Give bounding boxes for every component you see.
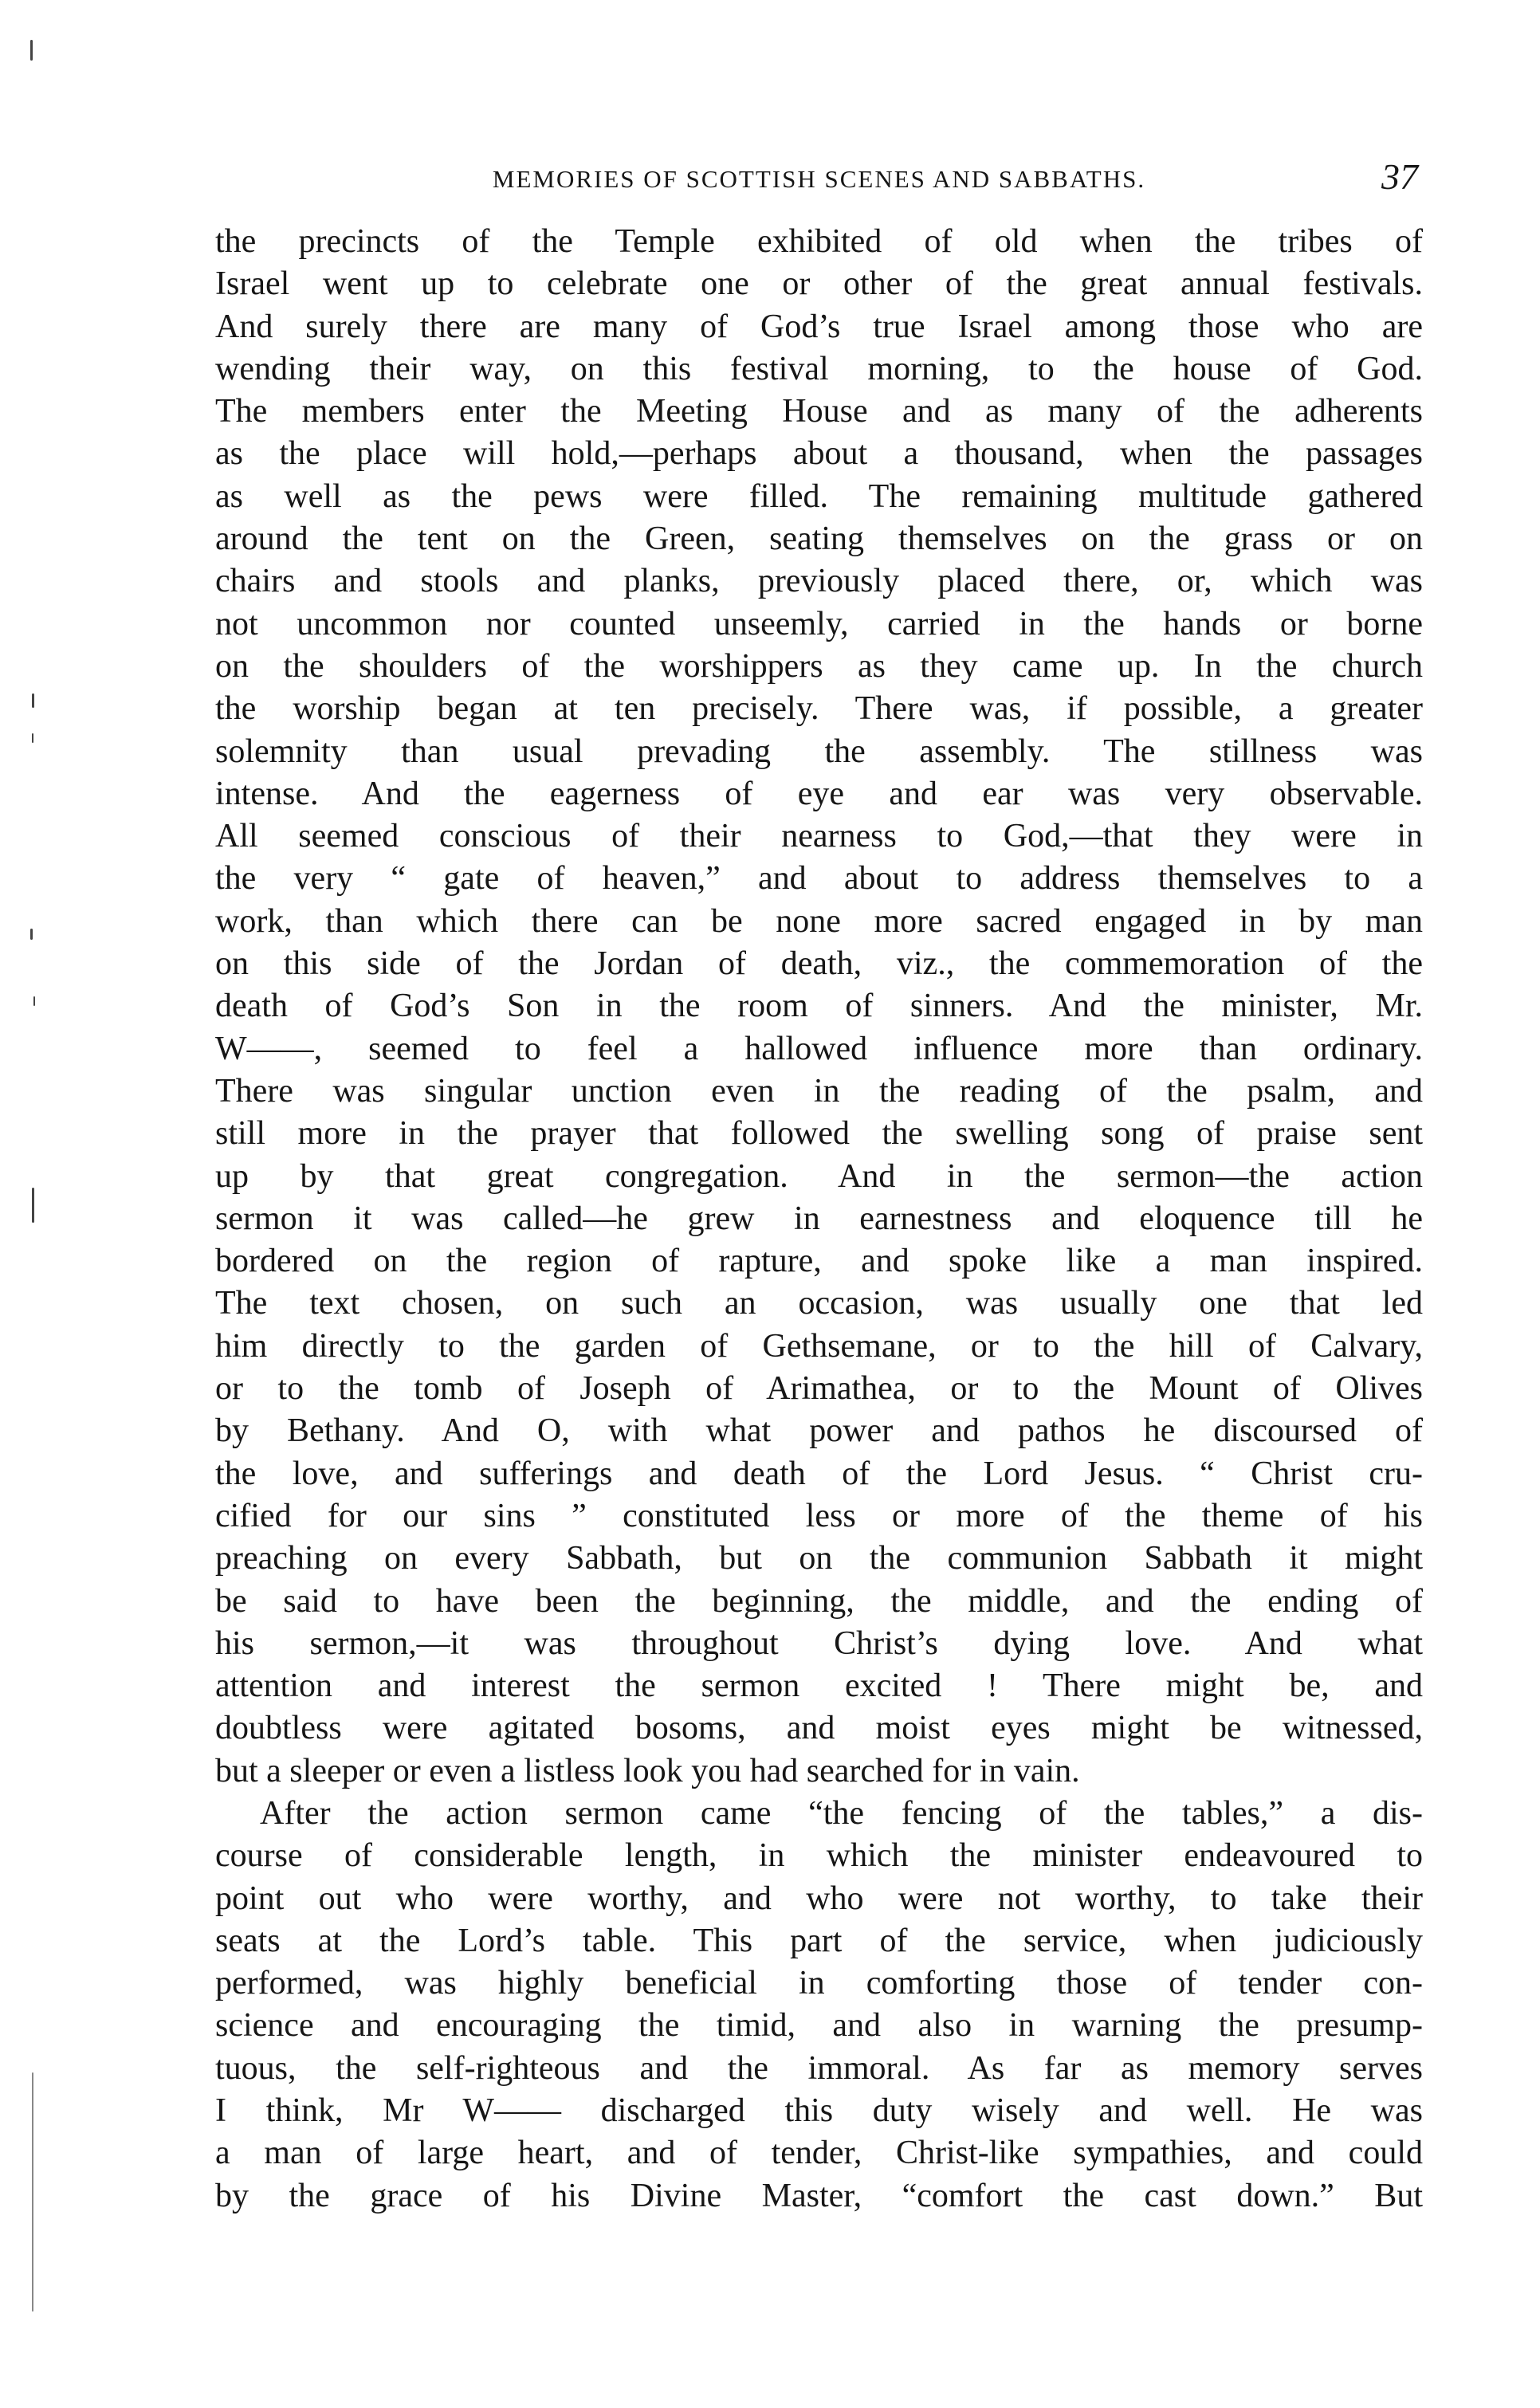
text-line: the very “ gate of heaven,” and about to address themselves to a	[215, 860, 1423, 898]
text-line: science and encouraging the timid, and also in warning the presump-	[215, 2007, 1423, 2045]
text-line: not uncommon nor counted unseemly, carried in the hands or borne	[215, 605, 1423, 642]
text-line: or to the tomb of Joseph of Arimathea, or to the Mount of Olives	[215, 1370, 1423, 1408]
text-line: as well as the pews were filled. The remaining multitude gathered	[215, 477, 1423, 515]
text-line: After the action sermon came “the fencing of the tables,” a dis-	[260, 1794, 1423, 1832]
text-line: on this side of the Jordan of death, viz., the commemoration of the	[215, 945, 1423, 983]
text-line: The text chosen, on such an occasion, was usually one that led	[215, 1285, 1423, 1322]
text-line: up by that great congregation. And in the sermon—the action	[215, 1157, 1423, 1195]
text-line: the worship began at ten precisely. There was, if possible, a greater	[215, 690, 1423, 728]
text-line: intense. And the eagerness of eye and ear was very observable.	[215, 775, 1423, 812]
text-line: The members enter the Meeting House and as many of the adherents	[215, 393, 1423, 430]
running-title: MEMORIES OF SCOTTISH SCENES AND SABBATHS.	[492, 165, 1146, 193]
text-line: sermon it was called—he grew in earnestness and eloquence till he	[215, 1200, 1423, 1237]
text-line: seats at the Lord’s table. This part of the service, when judiciously	[215, 1922, 1423, 1959]
text-line: him directly to the garden of Gethsemane, or to the hill of Calvary,	[215, 1327, 1423, 1365]
text-line: attention and interest the sermon excited ! There might be, and	[215, 1668, 1423, 1705]
text-line: There was singular unction even in the reading of the psalm, and	[215, 1072, 1423, 1110]
text-line: by the grace of his Divine Master, “comfort the cast down.” But	[215, 2177, 1423, 2214]
running-head	[215, 155, 1423, 211]
text-line: tuous, the self-righteous and the immoral. As far as memory serves	[215, 2049, 1423, 2087]
text-line: solemnity than usual prevading the assembly. The stillness was	[215, 733, 1423, 770]
paragraph-1	[215, 221, 1423, 1793]
book-page	[215, 155, 1423, 2217]
text-line: bordered on the region of rapture, and spoke like a man inspired.	[215, 1243, 1423, 1280]
text-line: preaching on every Sabbath, but on the communion Sabbath it might	[215, 1540, 1423, 1577]
page-number: 37	[1381, 156, 1418, 197]
text-line: wending their way, on this festival morning, to the house of God.	[215, 350, 1423, 387]
text-line: performed, was highly beneficial in comforting those of tender con-	[215, 1965, 1423, 2002]
binding-edge-specks	[16, 32, 40, 2391]
text-line: but a sleeper or even a listless look you had searched for in vain.	[215, 1752, 1080, 1789]
text-line: his sermon,—it was throughout Christ’s dying love. And what	[215, 1624, 1423, 1662]
text-line: cified for our sins ” constituted less or more of the theme of his	[215, 1497, 1423, 1534]
text-line: by Bethany. And O, with what power and pathos he discoursed of	[215, 1412, 1423, 1450]
text-line: Israel went up to celebrate one or other of the great annual festivals.	[215, 265, 1423, 303]
text-body	[215, 221, 1423, 2217]
text-line: around the tent on the Green, seating themselves on the grass or on	[215, 520, 1423, 558]
text-line: chairs and stools and planks, previously placed there, or, which was	[215, 563, 1423, 600]
text-line: be said to have been the beginning, the middle, and the ending of	[215, 1582, 1423, 1620]
text-line: And surely there are many of God’s true Israel among those who are	[215, 308, 1423, 345]
text-line: death of God’s Son in the room of sinners. And the minister, Mr.	[215, 988, 1423, 1025]
text-line: the precincts of the Temple exhibited of old when the tribes of	[215, 223, 1423, 260]
text-line: as the place will hold,—perhaps about a thousand, when the passages	[215, 435, 1423, 473]
text-line: point out who were worthy, and who were not worthy, to take their	[215, 1880, 1423, 1917]
text-line: All seemed conscious of their nearness to God,—that they were in	[215, 818, 1423, 855]
text-line: I think, Mr W—— discharged this duty wisely and well. He was	[215, 2092, 1423, 2130]
text-line: course of considerable length, in which the minister endeavoured to	[215, 1837, 1423, 1875]
text-line: work, than which there can be none more sacred engaged in by man	[215, 902, 1423, 940]
text-line: the love, and sufferings and death of the Lord Jesus. “ Christ cru-	[215, 1455, 1423, 1492]
text-line: doubtless were agitated bosoms, and moist eyes might be witnessed,	[215, 1710, 1423, 1747]
text-line: a man of large heart, and of tender, Christ-like sympathies, and could	[215, 2135, 1423, 2172]
paragraph-2	[215, 1793, 1423, 2217]
text-line: still more in the prayer that followed the swelling song of praise sent	[215, 1115, 1423, 1153]
text-line: on the shoulders of the worshippers as they came up. In the church	[215, 647, 1423, 685]
text-line: W——, seemed to feel a hallowed influence more than ordinary.	[215, 1030, 1423, 1067]
